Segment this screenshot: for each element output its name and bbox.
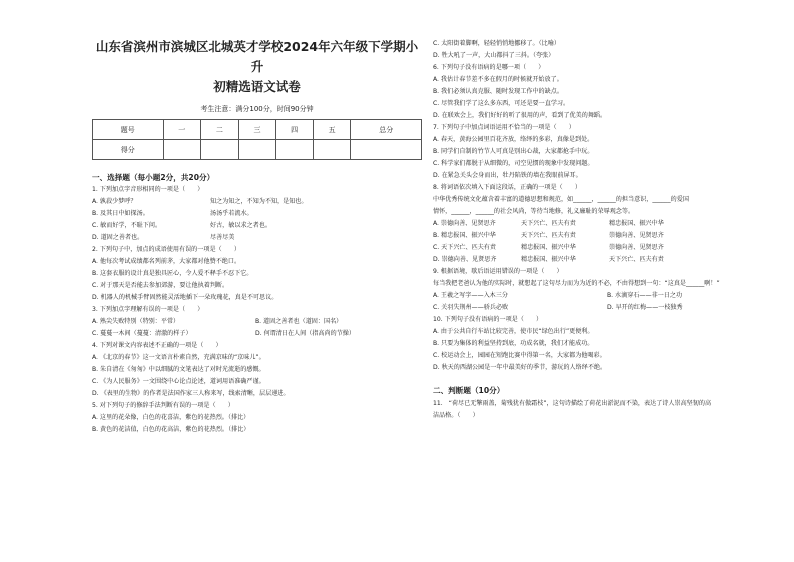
option-d: D. 在紧急关头会身而出，牡丹陷铁的墙在我眼前屏耳。 — [433, 172, 582, 179]
option-a: A. 由于公共自行车站比较完善，使市民“绿色出行”更便利。 — [433, 328, 594, 335]
option-part: 精忠报国、振兴中华 — [521, 256, 576, 263]
option-part: 天下兴亡、匹夫有责 — [521, 220, 576, 227]
question-stem: 4. 下列对课文内容表述不正确的一项是（ ） — [92, 342, 222, 349]
option-a: A. 这里的花朵像，白色的花喜洁，紫色的花热烈。（排比） — [92, 414, 250, 421]
option-part: 精忠报国、振兴中华 — [609, 220, 664, 227]
question-stem: 10. 下列句子没有语病的一项是（ ） — [433, 316, 543, 323]
option-part: 精忠报国、振兴中华 — [521, 244, 576, 251]
option-b: B. 同学们自制的竹节人可真是别出心裁，大家都抢手中玩。 — [433, 148, 594, 155]
option-d: D. 何谓清日在人间（指高尚的节操） — [255, 330, 355, 337]
question-stem: 3. 下列加点字理解有误的一项是（ ） — [92, 306, 204, 313]
option-d: D. 《表里的生物》的作者是法国作家三人称来写，线索清晰，层层递进。 — [92, 390, 290, 397]
question-10 — [433, 314, 778, 374]
score-cell — [163, 140, 201, 160]
score-cell: 题号 — [93, 120, 164, 140]
option-c: C. 蔓蔓一木间（蔓蔓：清澈的样子） — [92, 330, 192, 337]
title-line-1: 山东省滨州市滨城区北城英才学校2024年六年级下学期小升 — [95, 39, 419, 74]
option-part: C. 天下兴亡、匹夫有责 — [433, 244, 496, 251]
option-b: B. 道固之善者也（道固：国名） — [255, 318, 343, 325]
section-1-heading: 一、选择题（每小题2分，共20分） — [92, 173, 215, 182]
question-stem: 11. “荷尽已无擎雨盖，菊残犹有傲霜枝”，这句诗描绘了荷花出淤泥而不染，表达了诗人崇高坚韧的高 — [433, 400, 712, 407]
question-1 — [92, 184, 422, 244]
section-2-heading: 二、判断题（10分） — [433, 386, 505, 395]
option-a: A. 《北京的春节》这一文语言朴素自然，充满京味的“京味儿”。 — [92, 354, 265, 361]
score-table-score-row — [93, 140, 422, 160]
option-part: 天下兴亡、匹夫有责 — [609, 256, 664, 263]
option-a: A. 春天，黄海公园里百花齐放，络绎的多彩，真像是到处。 — [433, 136, 594, 143]
score-table-header-row — [93, 120, 422, 140]
option-b-pair: 汤汤乎若流水。 — [210, 210, 253, 217]
question-7 — [433, 122, 778, 182]
option-c: C. 关羽失荆州——骄兵必败 — [433, 304, 509, 311]
question-6 — [433, 62, 778, 122]
exam-title — [92, 37, 422, 97]
option-a — [433, 218, 778, 230]
option-b: B. 水滴穿石——非一日之功 — [607, 292, 683, 299]
option-d — [433, 254, 778, 266]
option-b — [433, 230, 778, 242]
option-row — [92, 232, 422, 244]
option-row — [92, 208, 422, 220]
score-cell — [201, 140, 239, 160]
option-d: D. 机器人的机械手臂固然能灵活地插下一朵玫瑰花，真是不可思议。 — [92, 294, 278, 301]
option-part: 天下兴亡、匹夫有责 — [521, 232, 576, 239]
score-cell — [313, 140, 351, 160]
score-cell: 三 — [238, 120, 276, 140]
option-row — [433, 290, 778, 302]
score-cell: 五 — [313, 120, 351, 140]
score-cell: 总分 — [351, 120, 422, 140]
option-b: B. 黄色的花洁值，白色的花高洁，紫色的花热烈。（排比） — [92, 426, 250, 433]
option-d: D. 牲大吼了一声，大山都抖了三抖。（夸张） — [433, 52, 555, 59]
question-stem: 9. 根据语境，歇后语运用错误的一项是（ ） — [433, 268, 563, 275]
option-b: B. 及其日中如探汤。 — [92, 210, 149, 217]
option-d: D. 道固之善者也。 — [92, 234, 144, 241]
left-column — [92, 0, 422, 436]
question-5 — [92, 400, 422, 436]
option-a: A. 他每次考试成绩都名列前茅，大家都对他赞不绝口。 — [92, 258, 241, 265]
question-stem: 2. 下列句子中，加点的成语使用有误的一项是（ ） — [92, 246, 240, 253]
question-11 — [433, 398, 778, 422]
question-8 — [433, 182, 778, 266]
question-stem-continued: 洁品格。（ ） — [433, 412, 479, 419]
exam-notice: 考生注意：满分100分，时间90分钟 — [200, 105, 314, 113]
question-3 — [92, 304, 422, 340]
score-cell — [351, 140, 422, 160]
right-column — [433, 38, 778, 422]
option-row — [433, 302, 778, 314]
option-b: B. 这套衣服的设计真是独具匠心，令人爱不释手不忍下它。 — [92, 270, 253, 277]
option-part: D. 崇德向善、见贤思齐 — [433, 256, 497, 263]
score-cell: 得分 — [93, 140, 164, 160]
option-row — [92, 328, 422, 340]
option-row — [92, 196, 422, 208]
question-4 — [92, 340, 422, 400]
option-d: D. 早开的红梅——一枝独秀 — [607, 304, 683, 311]
question-passage: 每当我把老爸认为他的实际时，就想起了这句尽力而为为近的不必，不由得想到一句：“这真是______啊！” — [433, 280, 720, 287]
score-cell: 一 — [163, 120, 201, 140]
score-table — [92, 119, 422, 160]
option-part: 崇德向善、见贤思齐 — [609, 244, 664, 251]
option-a: A. 孰菽少梦呼？ — [92, 198, 137, 205]
question-passage: 情怀，______，______的社会风尚，等待当地修，礼义廉耻的荣辱观念等。 — [433, 208, 635, 215]
option-c: C. 校运动会上，园园在短跑比赛中得第一名，大家都为他喝彩。 — [433, 352, 606, 359]
option-c: C. 太阳街着脚啊，轻轻悄悄地挪移了。（比喻） — [433, 40, 560, 47]
option-row — [92, 220, 422, 232]
option-c: C. 尽管我们学了这么多东西，可还是要一直学习。 — [433, 100, 570, 107]
option-c: C. 科学家们都脱于从细微的，司空见惯的现象中发现问题。 — [433, 160, 594, 167]
question-passage: 中华优秀传统文化蕴含着丰富的道德思想和规范，如______，______的担当意识，______的爱国 — [433, 196, 689, 203]
option-c: C. 《为人民服务》一文围绕中心论点论述，道词用语准确严谨。 — [92, 378, 265, 385]
option-c: C. 对于那天是否能去参加郊游，要让他执着判断。 — [92, 282, 229, 289]
option-d-pair: 尽善尽美 — [210, 234, 235, 241]
option-row — [92, 316, 422, 328]
question-2 — [92, 244, 422, 304]
option-c: C. 敏而好学，不耻下问。 — [92, 222, 162, 229]
question-stem: 8. 将词语依次填入下面这段话，正确的一项是（ ） — [433, 184, 581, 191]
option-b: B. 只要为集体的利益坚持到底，功成名就，我们才能成功。 — [433, 340, 594, 347]
question-9 — [433, 266, 778, 314]
option-part: A. 崇德向善、见贤思齐 — [433, 220, 496, 227]
option-part: 崇德向善、见贤思齐 — [609, 232, 664, 239]
question-stem: 1. 下列加点字音形相同的一项是（ ） — [92, 186, 204, 193]
score-cell — [238, 140, 276, 160]
option-a: A. 熟尖失败特别（特别：平常） — [92, 318, 180, 325]
option-c-pair: 好古，敏以求之者也。 — [210, 222, 271, 229]
option-b: B. 我们必须认真克服、随时发现工作中的缺点。 — [433, 88, 563, 95]
option-d: D. 秋天的西湖公园是一年中最美好的季节，游玩的人络绎不绝。 — [433, 364, 607, 371]
option-a: A. 王羲之写字——入木三分 — [433, 292, 508, 299]
score-cell: 四 — [276, 120, 314, 140]
score-cell — [276, 140, 314, 160]
question-stem: 5. 对下列句子的修辞手法判断有误的一项是（ ） — [92, 402, 234, 409]
option-part: B. 精忠报国、振兴中华 — [433, 232, 496, 239]
option-a-pair: 知之为知之，不知为不知，是知也。 — [210, 198, 308, 205]
title-line-2: 初精选语文试卷 — [213, 79, 301, 94]
option-c — [433, 242, 778, 254]
option-d: D. 在联欢会上，我们好好的听了很用的声，看到了优美的舞蹈。 — [433, 112, 607, 119]
question-stem: 6. 下列句子没有语病的是哪一项（ ） — [433, 64, 545, 71]
option-b: B. 朱自清在《匆匆》中以细腻的文笔表达了对时光流逝的感慨。 — [92, 366, 265, 373]
question-stem: 7. 下列句子中加点词语运用不恰当的一项是（ ） — [433, 124, 575, 131]
score-cell: 二 — [201, 120, 239, 140]
option-a: A. 我估计春节差不多在假月的时候就开始放了。 — [433, 76, 563, 83]
